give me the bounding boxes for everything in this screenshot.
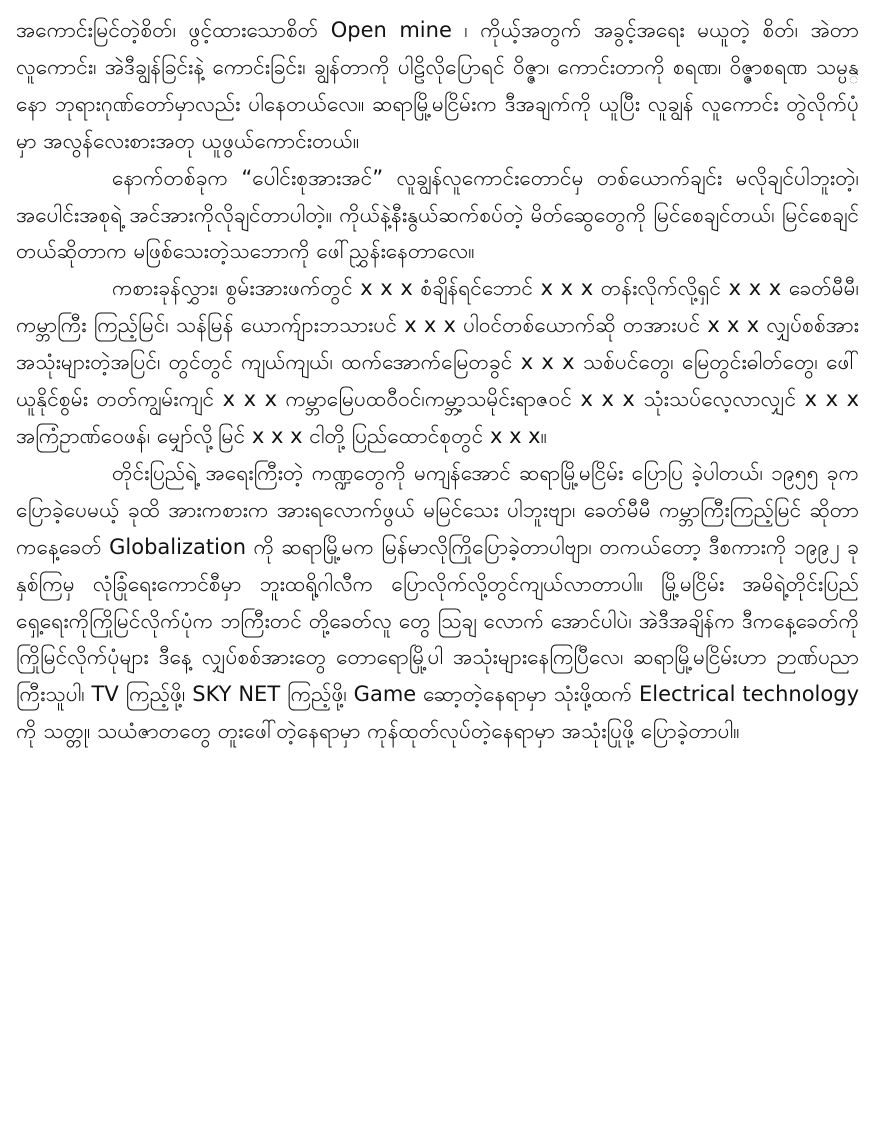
paragraph-2: နောက်တစ်ခုက “ပေါင်းစုအားအင်” လူချွန်လူကောင်းတောင်မှ တစ်ယောက်ချင်း မလိုချင်ပါဘူးတဲ့၊ အပေါင်းအစုရဲ့ အင်အားကိုလိုချင်တာပါတဲ့။ ကိုယ်နဲ့နီးနွယ်ဆက်စပ်တဲ့ မိတ်ဆွေတွေကို မြင်စေချင်တယ်၊ မြင်စေချင်တယ်ဆိုတာက မဖြစ်သေးတဲ့သဘောကို ဖေါ်ညွှန်းနေတာလေ။ bbox=[16, 165, 859, 264]
paragraph-1: အကောင်းမြင်တဲ့စိတ်၊ ဖွင့်ထားသောစိတ် Open mine ၊ ကိုယ့်အတွက် အခွင့်အရေး မယူတဲ့ စိတ်၊ အဲတာလူကောင်း၊ အဲဒီချွန်ခြင်းနဲ့ ကောင်းခြင်း၊ ချွန်တာကို ပါဠိလိုပြောရင် ဝိဇ္ဇာ၊ ကောင်းတာကို စရဏ၊ ဝိဇ္ဇာစရဏ သမ္ပန္နော ဘုရားဂုဏ်တော်မှာလည်း ပါနေတယ်လေ။ ဆရာမြို့မငြိမ်းက ဒီအချက်ကို ယူပြီး လူချွန် လူကောင်း တွဲလိုက်ပုံမှာ အလွန်လေးစားအတု ယူဖွယ်ကောင်းတယ်။ bbox=[16, 18, 859, 153]
paragraph-3: ကစားခုန်လွှား၊ စွမ်းအားဖက်တွင် x x x စံချိန်ရင်ဘောင် x x x တန်းလိုက်လို့ရှင် x x x ခေတ်မီမီ၊ ကမ္ဘာကြီး ကြည့်မြင်၊ သန်မြန် ယောက်ျားဘသားပင် x x x ပါဝင်တစ်ယောက်ဆို တအားပင် x x x လျှပ်စစ်အား အသုံးများတဲ့အပြင်၊ တွင်တွင် ကျယ်ကျယ်၊ ထက်အောက်မြေတခွင် x x x သစ်ပင်တွေ၊ မြေတွင်းဓါတ်တွေ၊ ဖေါ်ယူနိုင်စွမ်း တတ်ကျွမ်းကျင် x x x ကမ္ဘာမြေပထဝီဝင်၊ကမ္ဘာ့သမိုင်းရာဇဝင် x x x သုံးသပ်လေ့လာလျှင် x x x အကြံဥာဏ်ဝေဖန်၊ မျှော်လို့မြင် x x x ငါတို့ ပြည်ထောင်စုတွင် x x x။ bbox=[16, 276, 859, 448]
paragraph-4: တိုင်းပြည်ရဲ့ အရေးကြီးတဲ့ ကဏ္ဍတွေကို မကျန်အောင် ဆရာမြို့မငြိမ်း ပြောပြ ခဲ့ပါတယ်၊ ၁၉၅၅ ခုကပြောခဲ့ပေမယ့် ခုထိ အားကစားက အားရလောက်ဖွယ် မမြင်သေး ပါဘူးဗျာ၊ ခေတ်မီမီ ကမ္ဘာကြီးကြည့်မြင် ဆိုတာ ကနေ့ခေတ် Globalization ကို ဆရာမြို့မက မြန်မာလိုကြိုပြောခဲ့တာပါဗျာ၊ တကယ်တော့ ဒီစကားကို ၁၉၉၂ ခုနှစ်ကြမှ လုံခြုံရေးကောင်စီမှာ ဘူးထရို့ဂါလီက ပြောလိုက်လို့တွင်ကျယ်လာတာပါ။ မြို့မငြိမ်း အမိရဲ့တိုင်းပြည် ရှေ့ရေးကိုကြိုမြင်လိုက်ပုံက ဘကြီးတင် တို့ခေတ်လူ တွေ သြချ လောက် အောင်ပါပဲ၊ အဲဒီအချိန်က ဒီကနေ့ခေတ်ကိုကြိုမြင်လိုက်ပုံများ ဒီနေ့ လျှပ်စစ်အားတွေ တောရောမြို့ပါ အသုံးများနေကြပြီလေ၊ ဆရာမြို့မငြိမ်းဟာ ဉာဏ်ပညာကြီးသူပါ၊ TV ကြည့်ဖို့၊ SKY NET ကြည့်ဖို့၊ Game ဆော့တဲ့နေရာမှာ သုံးဖို့ထက် Electrical technology ကို သတ္တု၊ သယံဇာတတွေ တူးဖေါ်တဲ့နေရာမှာ ကုန်ထုတ်လုပ်တဲ့နေရာမှာ အသုံးပြုဖို့ ပြောခဲ့တာပါ။ bbox=[16, 460, 859, 744]
